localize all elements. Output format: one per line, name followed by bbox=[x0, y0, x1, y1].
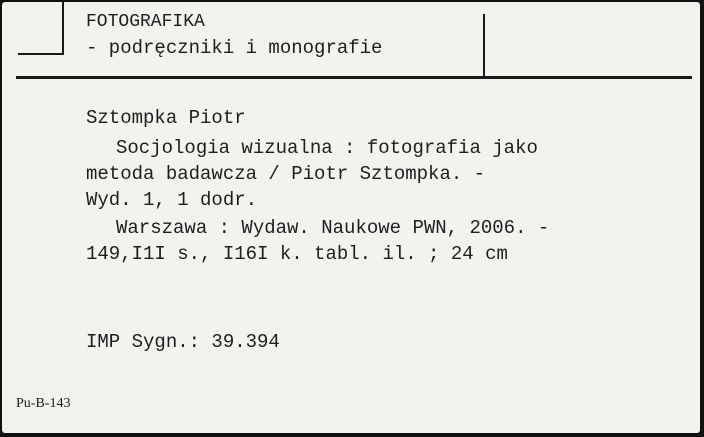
header-rule bbox=[16, 76, 692, 79]
edition: Wyd. 1, 1 dodr. bbox=[86, 189, 258, 211]
header-divider-vertical bbox=[483, 14, 485, 77]
subject-heading: FOTOGRAFIKA bbox=[86, 12, 205, 32]
corner-bracket-horizontal bbox=[18, 53, 64, 55]
card-code: Pu-B-143 bbox=[16, 396, 71, 411]
call-number: IMP Sygn.: 39.394 bbox=[86, 331, 280, 353]
publication: Warszawa : Wydaw. Naukowe PWN, 2006. - bbox=[116, 217, 550, 239]
subject-subtitle: - podręczniki i monografie bbox=[86, 37, 383, 59]
title-line-2: metoda badawcza / Piotr Sztompka. - bbox=[86, 163, 486, 185]
extent: 149,I1I s., I16I k. tabl. il. ; 24 cm bbox=[86, 243, 508, 265]
corner-bracket-vertical bbox=[62, 2, 64, 55]
title-line-1: Socjologia wizualna : fotografia jako bbox=[116, 137, 538, 159]
catalog-card bbox=[2, 2, 700, 433]
author: Sztompka Piotr bbox=[86, 107, 246, 129]
